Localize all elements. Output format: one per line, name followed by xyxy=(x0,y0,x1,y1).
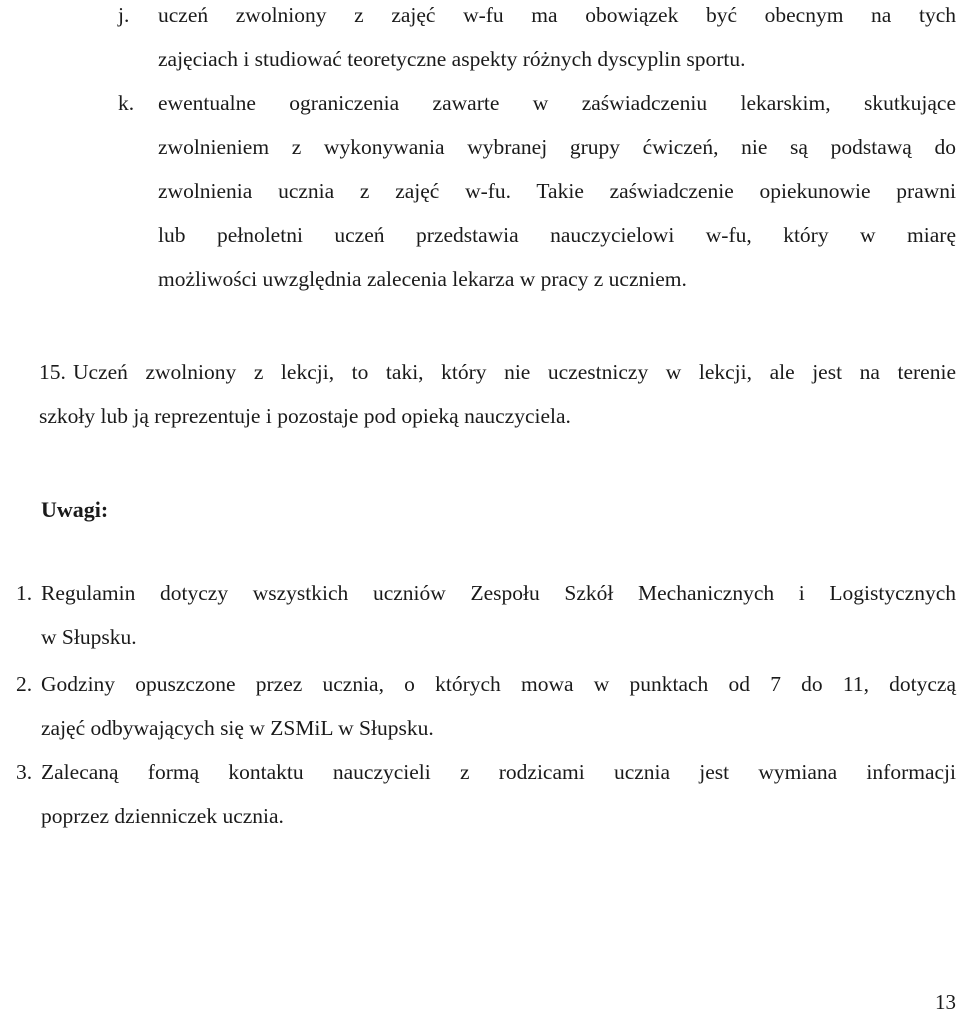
list-item-k xyxy=(118,81,956,301)
text-line: Godziny opuszczone przez ucznia, o których mowa w punktach od 7 do 11, dotyczą xyxy=(41,672,956,696)
text-line: możliwości uwzględnia zalecenia lekarza w pracy z uczniem. xyxy=(158,267,687,291)
list-marker: k. xyxy=(118,91,135,115)
list-item-j xyxy=(118,0,956,81)
notes-heading: Uwagi: xyxy=(41,497,109,522)
text-line: Regulamin dotyczy wszystkich uczniów Zespołu Szkół Mechanicznych i Logistycznych xyxy=(41,581,956,605)
text-line: zajęciach i studiować teoretyczne aspekty różnych dyscyplin sportu. xyxy=(158,47,746,71)
list-marker: 1. xyxy=(16,581,33,605)
note-item-2 xyxy=(16,662,956,750)
text-line: zwolnieniem z wykonywania wybranej grupy ćwiczeń, nie są podstawą do xyxy=(158,135,956,159)
text-line: zwolnienia ucznia z zajęć w-fu. Takie zaświadczenie opiekunowie prawni xyxy=(158,179,956,203)
text-line: Zalecaną formą kontaktu nauczycieli z rodzicami ucznia jest wymiana informacji xyxy=(41,760,956,784)
page-number: 13 xyxy=(935,990,956,1014)
text-line: Uczeń zwolniony z lekcji, to taki, który nie uczestniczy w lekcji, ale jest na terenie xyxy=(73,360,956,384)
text-line: lub pełnoletni uczeń przedstawia nauczycielowi w-fu, który w miarę xyxy=(158,223,956,247)
text-line: uczeń zwolniony z zajęć w-fu ma obowiązek być obecnym na tych xyxy=(158,3,956,27)
note-item-3 xyxy=(16,750,956,838)
text-line: poprzez dzienniczek ucznia. xyxy=(41,804,284,828)
list-marker: 2. xyxy=(16,672,33,696)
list-marker: 3. xyxy=(16,760,33,784)
text-line: szkoły lub ją reprezentuje i pozostaje pod opieką nauczyciela. xyxy=(39,404,571,428)
text-line: w Słupsku. xyxy=(41,625,137,649)
note-item-1 xyxy=(16,571,956,659)
text-line: zajęć odbywających się w ZSMiL w Słupsku. xyxy=(41,716,434,740)
text-line: ewentualne ograniczenia zawarte w zaświadczeniu lekarskim, skutkujące xyxy=(158,91,956,115)
numbered-point-15 xyxy=(39,350,956,438)
list-marker: j. xyxy=(118,3,130,27)
list-marker: 15. xyxy=(39,360,66,384)
